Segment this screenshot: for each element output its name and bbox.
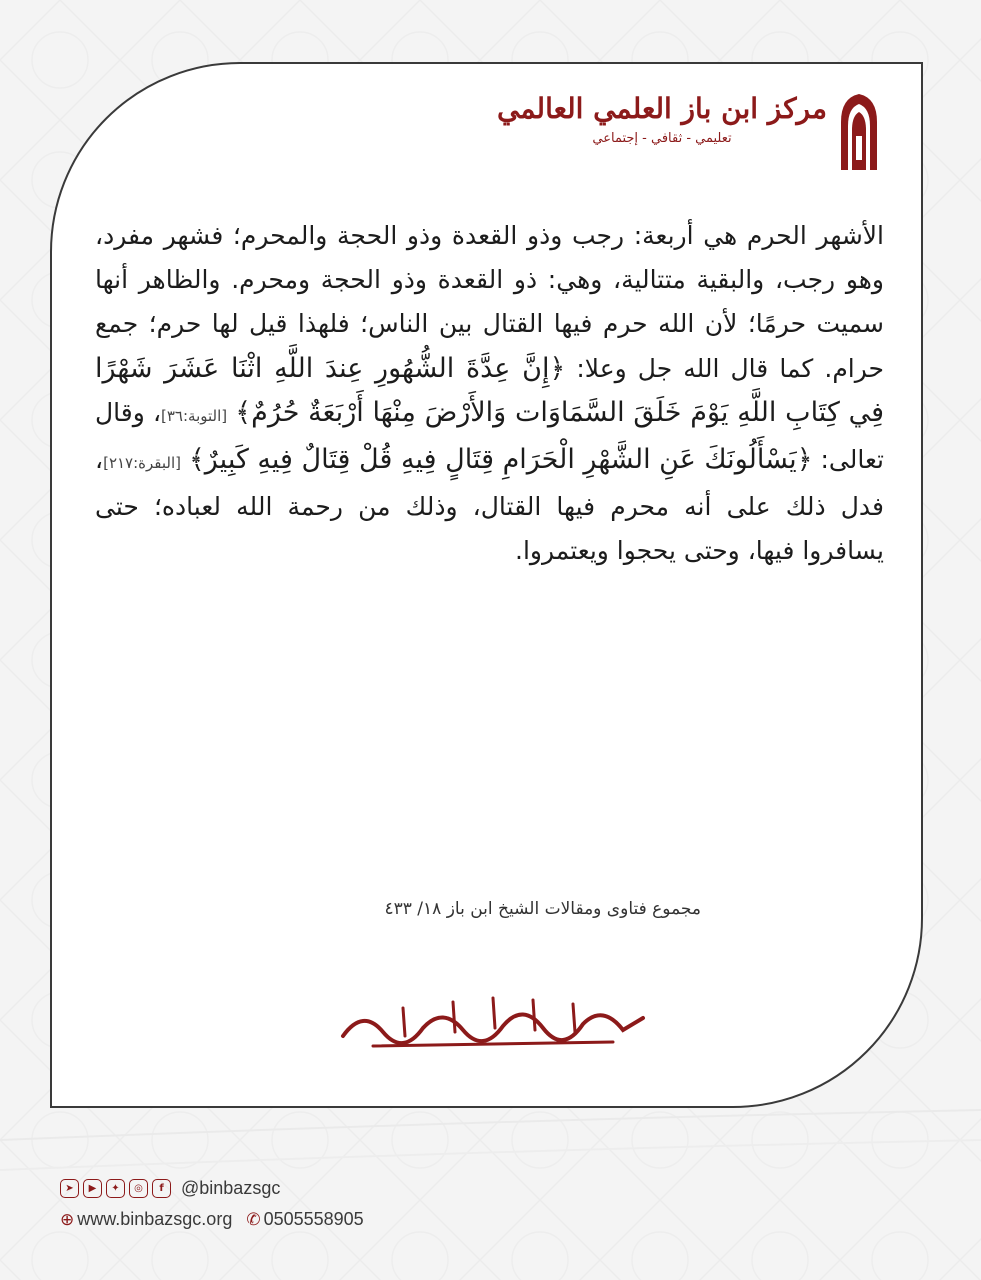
contact-info [60,1209,364,1230]
source-citation: مجموع فتاوى ومقالات الشيخ ابن باز ١٨/ ٤٣٣ [384,899,701,919]
quran-verse: ﴿إِنَّ عِدَّةَ الشُّهُورِ عِندَ اللَّهِ اثْنَا عَشَرَ شَهْرًا فِي كِتَابِ اللَّهِ يَوْمَ خَلَقَ السَّمَاوَات وَالأَرْضَ مِنْهَا أَرْبَعَةٌ حُرُمٌ﴾ [95,352,884,428]
phone-number[interactable]: 0505558905 [263,1209,364,1229]
youtube-icon[interactable]: ▶ [83,1179,102,1198]
brand-logo [497,92,881,170]
article-conclusion: ، فدل ذلك على أنه محرم فيها القتال، وذلك من رحمة الله لعباده؛ حتى يسافروا فيها، وحتى يحجوا ويعتمروا. [95,445,884,566]
verse-reference: [التوبة:٣٦] [161,406,228,425]
website-link[interactable]: www.binbazsgc.org [77,1209,233,1229]
article-lead: كما قال الله جل وعلا: [576,353,814,383]
signature-calligraphy [333,988,653,1058]
whatsapp-icon: ✆ [246,1209,261,1229]
social-handle[interactable]: @binbazsgc [181,1178,281,1198]
verse-reference: [البقرة:٢١٧] [103,454,182,473]
article-body [95,214,884,574]
telegram-icon[interactable]: ➤ [60,1179,79,1198]
globe-icon: ⊕ [60,1209,75,1229]
twitter-icon[interactable]: ✦ [106,1179,125,1198]
article-paragraph: الأشهر الحرم هي أربعة: رجب وذو القعدة وذو الحجة والمحرم؛ فشهر مفرد، وهو رجب، والبقية متتالية، وهي: ذو القعدة وذو الحجة ومحرم. والظاهر أنها سميت حرمًا؛ لأن الله حرم فيها القتال بين الناس؛ فلهذا قيل لها حرم؛ جمع حرام. [95,221,884,383]
footer [60,1178,364,1230]
social-links [60,1178,364,1199]
quran-verse: ﴿يَسْأَلُونَكَ عَنِ الشَّهْرِ الْحَرَامِ قِتَالٍ فِيهِ قُلْ قِتَالٌ فِيهِ كَبِيرٌ﴾ [188,444,813,476]
instagram-icon[interactable]: ◎ [129,1179,148,1198]
facebook-icon[interactable]: f [152,1179,171,1198]
mosque-arch-icon [837,92,881,170]
brand-name: مركز ابن باز العلمي العالمي [497,92,827,125]
brand-tagline: تعليمي - ثقافي - إجتماعي [592,131,732,146]
article-connector: ، وقال تعالى: [95,397,884,475]
